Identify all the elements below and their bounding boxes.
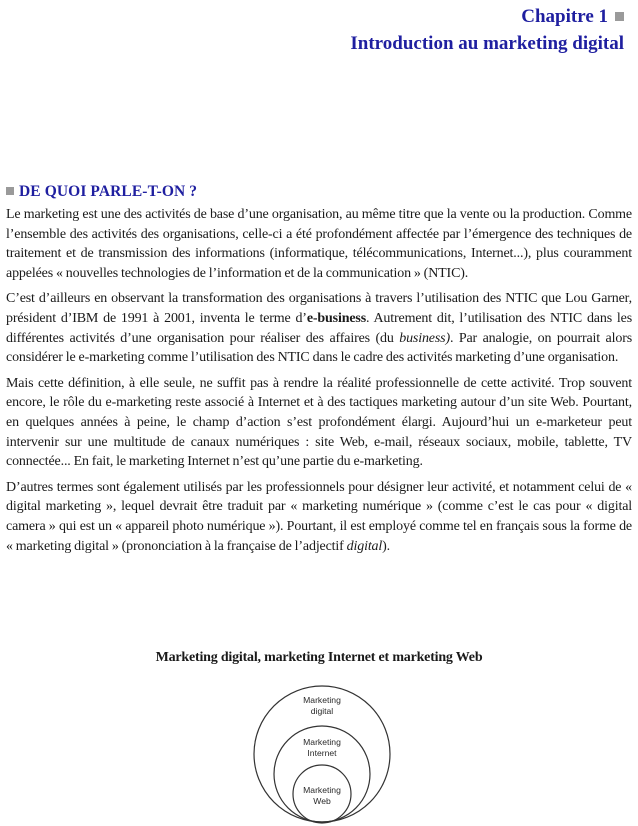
section-heading-text: DE QUOI PARLE-T-ON ? bbox=[19, 183, 198, 200]
inner-label-line2: Web bbox=[313, 796, 331, 806]
chapter-title: Introduction au marketing digital bbox=[350, 33, 624, 54]
chapter-label: Chapitre 1 bbox=[521, 6, 608, 27]
paragraph-4-text-c: ). bbox=[382, 538, 391, 554]
inner-label-line1: Marketing bbox=[303, 785, 341, 795]
paragraph-2-text-e: . Par analogie, on pourrait alors considérer le e-marketing comme l’utilisation des NTIC dans le cadre des activités marketing d’une organisation. bbox=[6, 330, 633, 366]
paragraph-2-text-c: . Autrement dit, l’utilisation des NTIC dans les différentes activités d’une organisation pour réaliser des affaires (du bbox=[6, 310, 632, 346]
paragraph-4 bbox=[6, 478, 632, 556]
outer-label-line1: Marketing bbox=[303, 695, 341, 705]
square-bullet-icon bbox=[615, 12, 624, 21]
diagram-svg bbox=[248, 672, 396, 826]
chapter-label-line bbox=[350, 5, 624, 29]
paragraph-4-text-a: D’autres termes sont également utilisés par les professionnels pour désigner leur activité, et notamment celui de « digital marketing », lequel devrait être traduit par « marketing numérique » (comme c’est le cas pour « digital camera » qui est un « appareil photo numérique »). Pourtant, il est employé comme tel en français sous la forme de « marketing digital » (prononciation à la française de l’adjectif bbox=[6, 479, 632, 554]
figure-caption: Marketing digital, marketing Internet et marketing Web bbox=[155, 650, 483, 665]
term-business-italic: business) bbox=[399, 330, 450, 346]
term-digital-italic: digital bbox=[346, 538, 383, 554]
outer-label-line2: digital bbox=[310, 706, 334, 716]
paragraph-1: Le marketing est une des activités de base d’une organisation, au même titre que la vente ou la production. Comme l’ensemble des activités des organisations, celle-ci a été profondément affectée par l’émergence des techniques de traitement et de transmission des informations (informatique, télécommunications, Internet...), plus couramment appelées « nouvelles technologies de l’information et de la communication » (NTIC). bbox=[6, 207, 632, 281]
paragraph-2 bbox=[6, 289, 632, 367]
term-e-business: e-business bbox=[306, 310, 367, 326]
body-text bbox=[6, 205, 632, 562]
paragraph-3: Mais cette définition, à elle seule, ne suffit pas à rendre la réalité professionnelle de cette activité. Trop souvent encore, le rôle du e-marketing reste associé à Internet et à des tactiques marketing autour d’un site Web. Pourtant, en quelques années à peine, le champ d’action s’est profondément élargi. Aujourd’hui un e-marketeur peut intervenir sur une multitude de canaux numériques : site Web, e-mail, réseaux sociaux, mobile, tablette, TV connectée... En fait, le marketing Internet n’est qu’une partie du e-marketing. bbox=[6, 375, 632, 470]
nested-circles-diagram bbox=[248, 672, 396, 826]
middle-label-line2: Internet bbox=[307, 748, 337, 758]
paragraph-2-text-a: C’est d’ailleurs en observant la transformation des organisations à travers l’utilisation des NTIC que Lou Garner, président d’IBM de 1991 à 2001, inventa le terme d’ bbox=[6, 291, 632, 326]
section-heading bbox=[6, 183, 197, 201]
page-header bbox=[350, 5, 624, 56]
middle-label-line1: Marketing bbox=[303, 737, 341, 747]
square-bullet-icon bbox=[6, 187, 14, 195]
